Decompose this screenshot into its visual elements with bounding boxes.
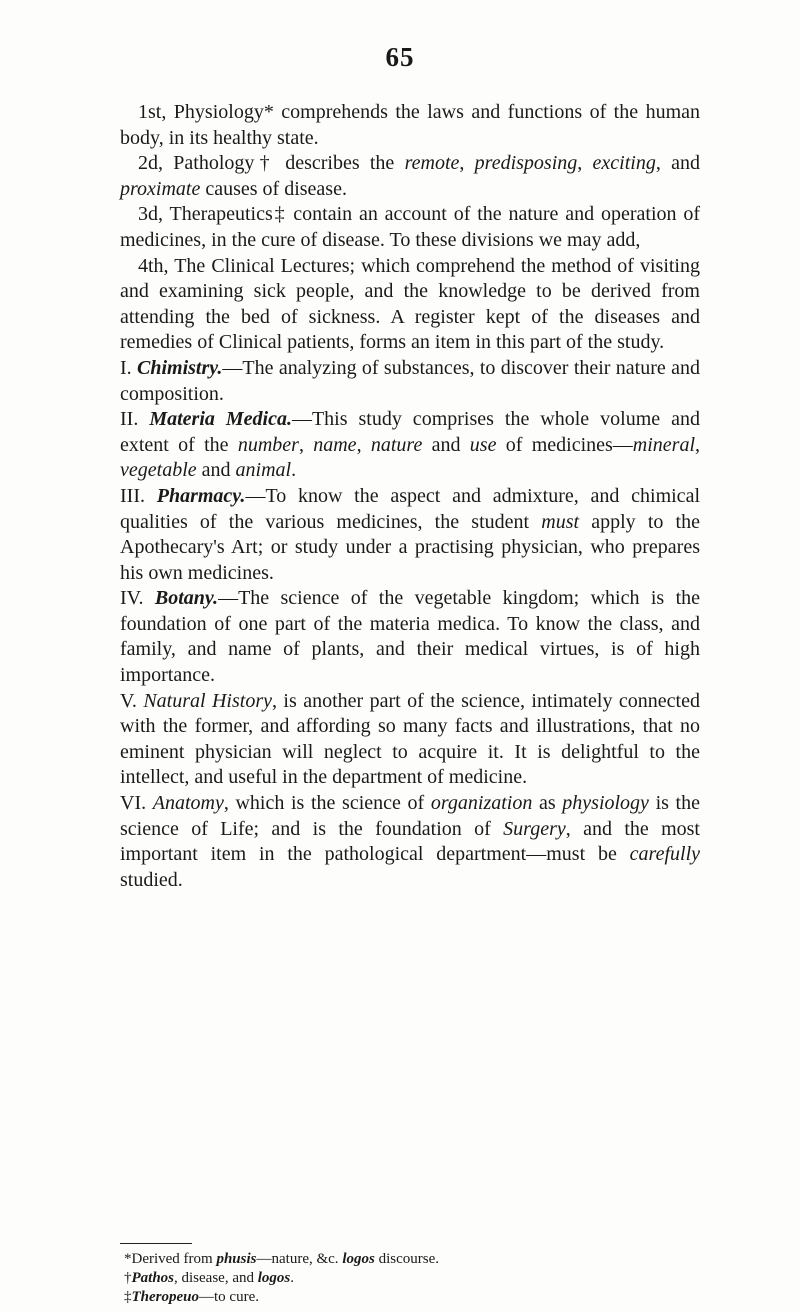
section-title: Botany. xyxy=(154,587,219,610)
paragraph-text: studied. xyxy=(120,868,183,891)
paragraph-text: apply to the Apothecary's Art; or study under a practising physician, who prepares his own medicines. xyxy=(120,510,700,584)
footnote-text: , disease, and xyxy=(174,1270,258,1286)
paragraph-text: is the science of Life; and is the foundation of xyxy=(120,792,700,840)
paragraph-text: , xyxy=(459,152,475,175)
paragraph-botany xyxy=(120,586,700,688)
paragraph-text: of medicines— xyxy=(496,433,633,456)
paragraph-text: , xyxy=(298,433,314,456)
footnote-rule xyxy=(120,1243,192,1244)
section-numeral: V. xyxy=(120,689,144,712)
italic-term: Pathos xyxy=(131,1270,175,1286)
paragraph-text: as xyxy=(532,792,563,815)
italic-term: logos xyxy=(257,1270,291,1286)
paragraph-text: , which is the science of xyxy=(223,792,431,815)
italic-term: logos xyxy=(342,1251,375,1267)
footnote-text: —nature, &c. xyxy=(256,1251,343,1267)
paragraph-text: —This study comprises the whole volume and extent of the xyxy=(120,408,701,456)
paragraph-pharmacy xyxy=(120,484,700,586)
paragraph-natural-history xyxy=(120,689,700,791)
paragraph-text: 4th, The Clinical Lectures; which comprehend the method of visiting and examining sick people, and the knowledge to be derived from attending the bed of sickness. A register kept of the diseases and remedies of Clinical patients, forms an item in this part of the study. xyxy=(120,254,700,354)
section-numeral: VI. xyxy=(120,792,153,815)
paragraph-anatomy xyxy=(120,791,700,893)
paragraph-pathology xyxy=(120,151,700,202)
paragraph-clinical-lectures xyxy=(120,254,700,356)
section-title: Natural History xyxy=(143,689,272,712)
italic-term: predisposing xyxy=(474,152,578,175)
section-title: Pharmacy. xyxy=(156,484,246,507)
italic-term: number xyxy=(237,433,299,456)
paragraph-text: 1st, Physiology* comprehends the laws and functions of the human body, in its healthy state. xyxy=(120,101,700,149)
italic-term: name xyxy=(313,433,357,456)
paragraph-text: . xyxy=(291,459,297,482)
italic-term: vegetable xyxy=(120,459,197,482)
paragraph-text: 3d, Therapeutics‡ contain an account of the nature and operation of medicines, in the cure of disease. To these divisions we may add, xyxy=(120,203,700,251)
paragraph-therapeutics xyxy=(120,202,700,253)
paragraph-text: and xyxy=(196,459,236,482)
paragraph-text: , and the most important item in the pathological department—must be xyxy=(120,817,700,866)
footnote-pathology xyxy=(120,1269,700,1288)
footnote-text: *Derived from xyxy=(124,1251,217,1267)
paragraph-text: 2d, Pathology† describes the xyxy=(138,152,405,175)
paragraph-materia-medica xyxy=(120,407,700,484)
italic-term: carefully xyxy=(629,843,700,866)
footnote-text: discourse. xyxy=(374,1251,439,1267)
italic-term: animal xyxy=(235,459,292,482)
footnote-physiology xyxy=(120,1250,700,1269)
section-numeral: II. xyxy=(120,408,150,431)
italic-term: remote xyxy=(404,152,460,175)
paragraph-text: , xyxy=(695,433,701,456)
italic-term: exciting xyxy=(592,152,656,175)
paragraph-text: causes of disease. xyxy=(200,177,347,200)
italic-term: physiology xyxy=(562,792,649,815)
paragraph-chimistry xyxy=(120,356,700,407)
italic-term: Surgery xyxy=(503,817,566,840)
paragraph-text: —The science of the vegetable kingdom; which is the foundation of one part of the materia medica. To know the class, and family, and name of plants, and their medical virtues, is of high importance. xyxy=(120,587,700,687)
italic-term: must xyxy=(541,510,580,533)
paragraph-text: —To know the aspect and admixture, and chimical qualities of the various medicines, the student xyxy=(120,484,700,533)
footnotes xyxy=(120,1250,700,1307)
italic-term: nature xyxy=(370,433,423,456)
footnote-text: —to cure. xyxy=(199,1289,259,1305)
section-title: Materia Medica. xyxy=(149,408,292,431)
italic-term: Theropeuo xyxy=(131,1289,199,1305)
italic-term: organization xyxy=(430,792,533,815)
section-title: Chimistry. xyxy=(137,356,223,379)
section-numeral: IV. xyxy=(120,587,155,610)
paragraph-text: —The analyzing of substances, to discover their nature and composition. xyxy=(120,356,700,405)
paragraph-physiology xyxy=(120,100,700,151)
section-numeral: I. xyxy=(120,356,138,379)
paragraph-text: and xyxy=(422,433,470,456)
paragraph-text: , is another part of the science, intimately connected with the former, and affording so many facts and illustrations, that no eminent physician will neglect to acquire it. It is delightful to the intellect, and useful in the department of medicine. xyxy=(120,689,700,789)
footnote-therapeutics xyxy=(120,1288,700,1307)
italic-term: proximate xyxy=(120,177,201,200)
italic-term: mineral xyxy=(632,433,696,456)
italic-term: phusis xyxy=(216,1251,257,1267)
section-numeral: III. xyxy=(120,484,157,507)
page-number: 65 xyxy=(385,42,415,72)
footnote-text: . xyxy=(290,1270,295,1286)
footnote-text: † xyxy=(124,1270,132,1286)
paragraph-text: , and xyxy=(655,152,701,175)
paragraph-text: , xyxy=(356,433,371,456)
section-title: Anatomy xyxy=(152,792,224,815)
body-text xyxy=(120,100,700,893)
paragraph-text: , xyxy=(577,152,593,175)
italic-term: use xyxy=(469,433,497,456)
footnote-text: ‡ xyxy=(124,1289,132,1305)
